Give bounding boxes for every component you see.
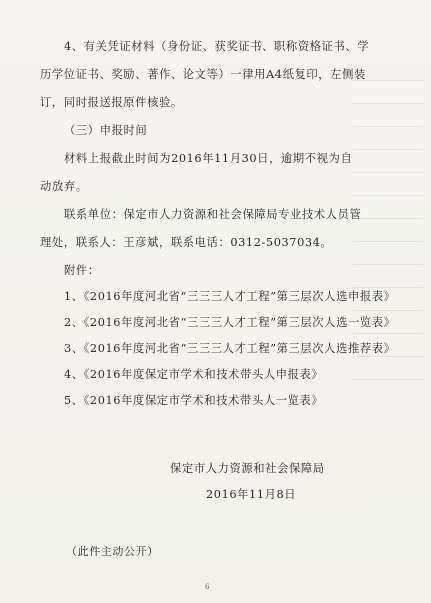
attachment-item: 2、《2016年度河北省“三三三人才工程”第三层次人选一览表》	[64, 316, 396, 329]
attachment-item: 4、《2016年度保定市学术和技术带头人申报表》	[64, 368, 324, 381]
page-number: 6	[205, 583, 210, 591]
attachments-label: 附件：	[64, 264, 100, 277]
deadline-line1: 材料上报截止时间为2016年11月30日，逾期不视为自	[64, 152, 353, 165]
contact-line2: 理处，联系人：王彦斌，联系电话：0312-5037034。	[40, 236, 333, 249]
para4-line1: 4、有关凭证材料（身份证、获奖证书、职称资格证书、学	[64, 40, 370, 53]
issuer: 保定市人力资源和社会保障局	[170, 462, 325, 475]
para4-line2: 历学位证书、奖励、著作、论文等）一律用A4纸复印，左侧装	[40, 68, 366, 81]
attachment-item: 3、《2016年度河北省“三三三人才工程”第三层次人选推荐表》	[64, 342, 396, 355]
public-note: （此件主动公开）	[66, 545, 159, 558]
attachment-item: 5、《2016年度保定市学术和技术带头人一览表》	[64, 394, 324, 407]
section-heading: （三）申报时间	[64, 124, 148, 137]
attachment-item: 1、《2016年度河北省“三三三人才工程”第三层次人选申报表》	[64, 290, 396, 303]
contact-line1: 联系单位：保定市人力资源和社会保障局专业技术人员管	[64, 208, 362, 221]
para4-line3: 订，同时报送报原件核验。	[40, 96, 183, 109]
issue-date: 2016年11月8日	[206, 488, 297, 501]
deadline-line2: 动放弃。	[40, 180, 88, 193]
